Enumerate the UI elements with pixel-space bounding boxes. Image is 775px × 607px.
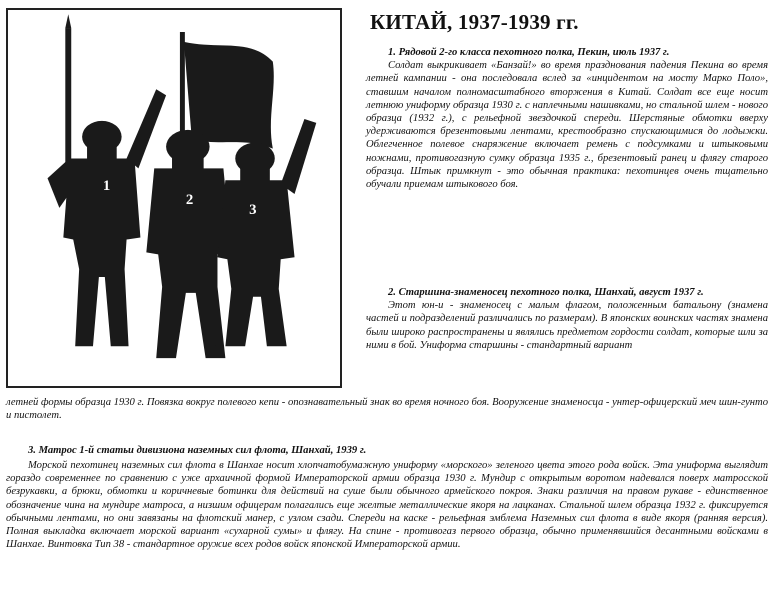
figure-label-3: 3 xyxy=(249,201,257,218)
section-2-text-continued: летней формы образца 1930 г. Повязка вокруг полевого кепи - опознавательный знак во время ночного боя. Вооружение знаменосца - унтер-офицерский меч шин-гунто и пистолет. xyxy=(6,397,768,422)
section-3-text: Морской пехотинец наземных сил флота в Шанхае носит хлопчатобумажную униформу «морского» зеленого цвета этого рода войск. Эта униформа выглядит гораздо современнее по сравнению с уже архаичной формой Императорской армии образца 1930 г. Мундир с открытым воротом надевался поверх матросской безрукавки, а брюки, обмотки и коричневые ботинки для действий на суше были обычного армейского покроя. Знаки различия на правом рукаве - единственное обозначение чина на мундире матроса, а низшим офицерам полагались еще желтые металлические якоря на лацканах. Стальной шлем образца 1932 г. фиксируется обычными лентами, но они завязаны на флотский манер, с узлом сзади. Спереди на каске - рельефная эмблема Наземных сил флота в виде якоря (ранняя версия). Полная выкладка включает морской вариант «сухарной сумы» и флягу. На спине - противогаз первого образца, обычно применявшийся десантными войсками в Шанхае. Винтовка Тип 38 - стандартное оружие всех родов войск японской Императорской армии. xyxy=(6,460,768,551)
section-1 xyxy=(366,46,768,191)
section-3-heading: 3. Матрос 1-й статьи дивизиона наземных сил флота, Шанхай, 1939 г. xyxy=(28,445,367,456)
section-2-heading: 2. Старшина-знаменосец пехотного полка, Шанхай, август 1937 г. xyxy=(388,287,704,298)
section-1-text: Солдат выкрикивает «Банзай!» во время празднования падения Пекина во время летней кампании - она последовала вслед за «инцидентом на мосту Марко Поло», ставшим началом полномасштабного вторжения в Китай. Солдат все еще носит летнюю униформу образца 1930 г. с наплечными нашивками, но стальной шлем - нового образца (1932 г.), с рельефной звездочкой спереди. Шерстяные обмотки вверху удерживаются брезентовыми лентами, крестообразно спускающимися до лодыжки. Облегченное полевое снаряжение включает ремень с подсумками и штыковыми ножнами, противогазную сумку образца 1935 г., брезентовый ранец и флягу старого образца. Штык примкнут - это обычная практика: пехотинцев очень тщательно обучали приемам штыкового боя. xyxy=(366,60,768,191)
section-1-heading: 1. Рядовой 2-го класса пехотного полка, Пекин, июль 1937 г. xyxy=(388,47,670,58)
page-title: КИТАЙ, 1937-1939 гг. xyxy=(370,10,579,34)
section-2 xyxy=(366,286,768,352)
soldiers-silhouette-figure xyxy=(6,8,342,388)
section-2-text-column: Этот юн-и - знаменосец с малым флагом, положенным батальону (знамена частей и подразделений различались по размерам). В японских воинских частях знамена были широко распространены и являлись предметом гордости солдат, которые шли за ними в бой. Униформа старшины - стандартный вариант xyxy=(366,300,768,351)
figure-label-2: 2 xyxy=(185,191,194,208)
silhouette-image xyxy=(8,10,340,386)
figure-label-1: 1 xyxy=(102,178,111,195)
